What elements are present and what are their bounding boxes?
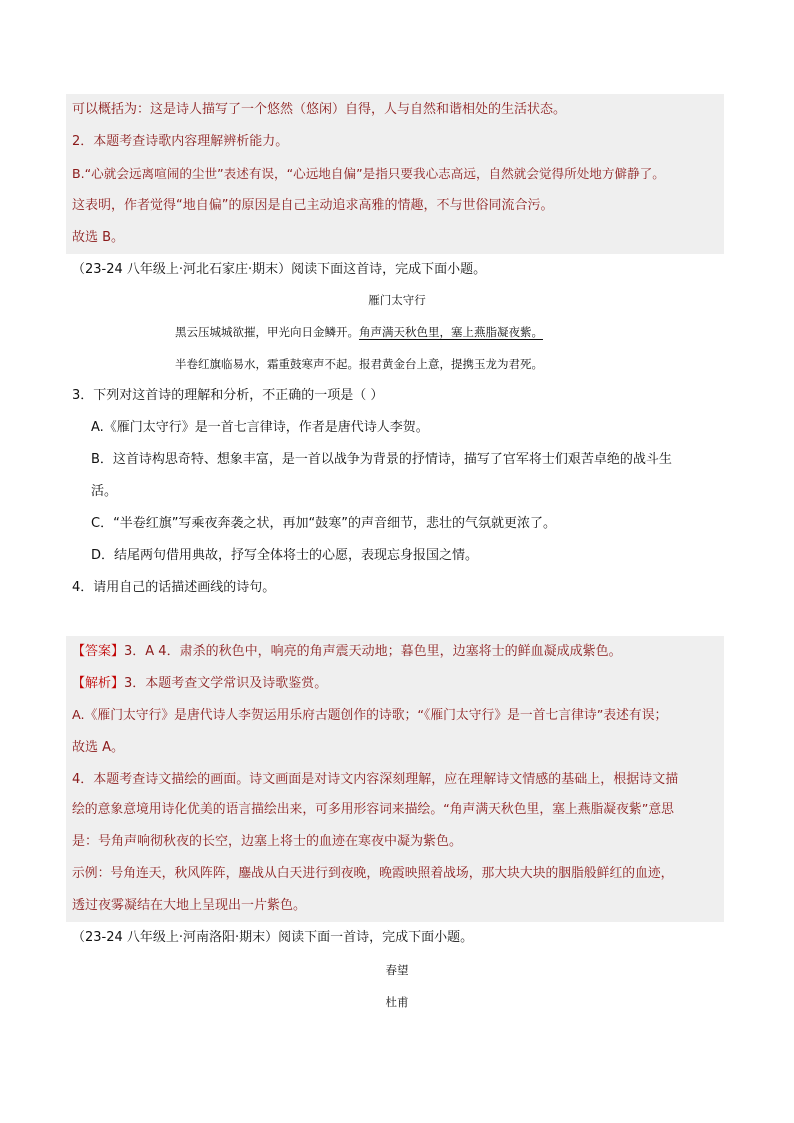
- q3-option-d: D．结尾两句借用典故，抒写全体将士的心愿，表现忘身报国之情。: [91, 548, 479, 563]
- answer-tag: 【答案】: [72, 644, 125, 659]
- analysis-line2: A.《雁门太守行》是唐代诗人李贺运用乐府古题创作的诗歌；“《雁门太守行》是一首七言律诗”表述有误；: [72, 708, 668, 723]
- q4-stem: 4．请用自己的话描述画线的诗句。: [72, 580, 276, 595]
- q3-option-c: C．“半卷红旗”写乘夜奔袭之状，再加“鼓寒”的声音细节，悲壮的气氛就更浓了。: [91, 516, 557, 531]
- analysis-line6: 是：号角声响彻秋夜的长空，边塞上将士的血迹在寒夜中凝为紫色。: [72, 834, 463, 849]
- analysis-line4: 4．本题考查诗文描绘的画面。诗文画面是对诗文内容深刻理解，应在理解诗文情感的基础上，根据诗文描: [72, 772, 679, 787]
- poem1-title: 雁门太守行: [368, 293, 426, 307]
- analysis-text-1: 3．本题考查文学常识及诗歌鉴赏。: [124, 676, 328, 691]
- block1-line5: 故选 B。: [72, 230, 125, 245]
- analysis-line3: 故选 A。: [72, 740, 125, 755]
- poem1-line1-b-underlined: 角声满天秋色里，塞上燕脂凝夜紫。: [359, 325, 543, 339]
- poem2-title: 春望: [385, 963, 409, 977]
- poem2-author: 杜甫: [385, 995, 409, 1009]
- q3-option-b-line1: B．这首诗构思奇特、想象丰富，是一首以战争为背景的抒情诗，描写了官军将士们艰苦卓绝的战斗生: [91, 452, 672, 467]
- analysis-line5: 绘的意象意境用诗化优美的语言描绘出来，可多用形容词来描绘。“角声满天秋色里，塞上燕脂凝夜紫”意思: [72, 802, 674, 817]
- poem1-line1: [175, 322, 543, 342]
- q3-option-b-line2: 活。: [91, 484, 118, 499]
- block1-line3: B.“心就会远离喧闹的尘世”表述有误，“心远地自偏”是指只要我心志高远，自然就会觉得所处地方僻静了。: [72, 166, 665, 181]
- poem1-line1-a: 黑云压城城欲摧，甲光向日金鳞开。: [175, 325, 359, 339]
- analysis-line1: [72, 674, 327, 694]
- q3-option-a: A.《雁门太守行》是一首七言律诗，作者是唐代诗人李贺。: [91, 420, 429, 435]
- q3-stem: 3．下列对这首诗的理解和分析，不正确的一项是（ ）: [72, 388, 384, 403]
- analysis-tag: 【解析】: [72, 676, 125, 691]
- block1-line1: 可以概括为：这是诗人描写了一个悠然（悠闲）自得，人与自然和谐相处的生活状态。: [72, 102, 567, 117]
- analysis-line7: 示例：号角连天，秋风阵阵，鏖战从白天进行到夜晚，晚霞映照着战场，那大块大块的胭脂般鲜红的血迹，: [72, 866, 674, 881]
- block1-line2: 2．本题考查诗歌内容理解辨析能力。: [72, 134, 289, 149]
- answer-line: [72, 642, 622, 662]
- question-intro-1: （23-24 八年级上·河北石家庄·期末）阅读下面这首诗，完成下面小题。: [72, 262, 487, 277]
- question-intro-2: （23-24 八年级上·河南洛阳·期末）阅读下面一首诗，完成下面小题。: [72, 930, 474, 945]
- analysis-line8: 透过夜雾凝结在大地上呈现出一片紫色。: [72, 898, 307, 913]
- block1-line4: 这表明，作者觉得“地自偏”的原因是自己主动追求高雅的情趣，不与世俗同流合污。: [72, 198, 554, 213]
- poem1-line2: 半卷红旗临易水，霜重鼓寒声不起。报君黄金台上意，提携玉龙为君死。: [175, 357, 543, 371]
- answer-text: 3．A 4．肃杀的秋色中，响亮的角声震天动地；暮色里，边塞将士的鲜血凝成成紫色。: [124, 644, 622, 659]
